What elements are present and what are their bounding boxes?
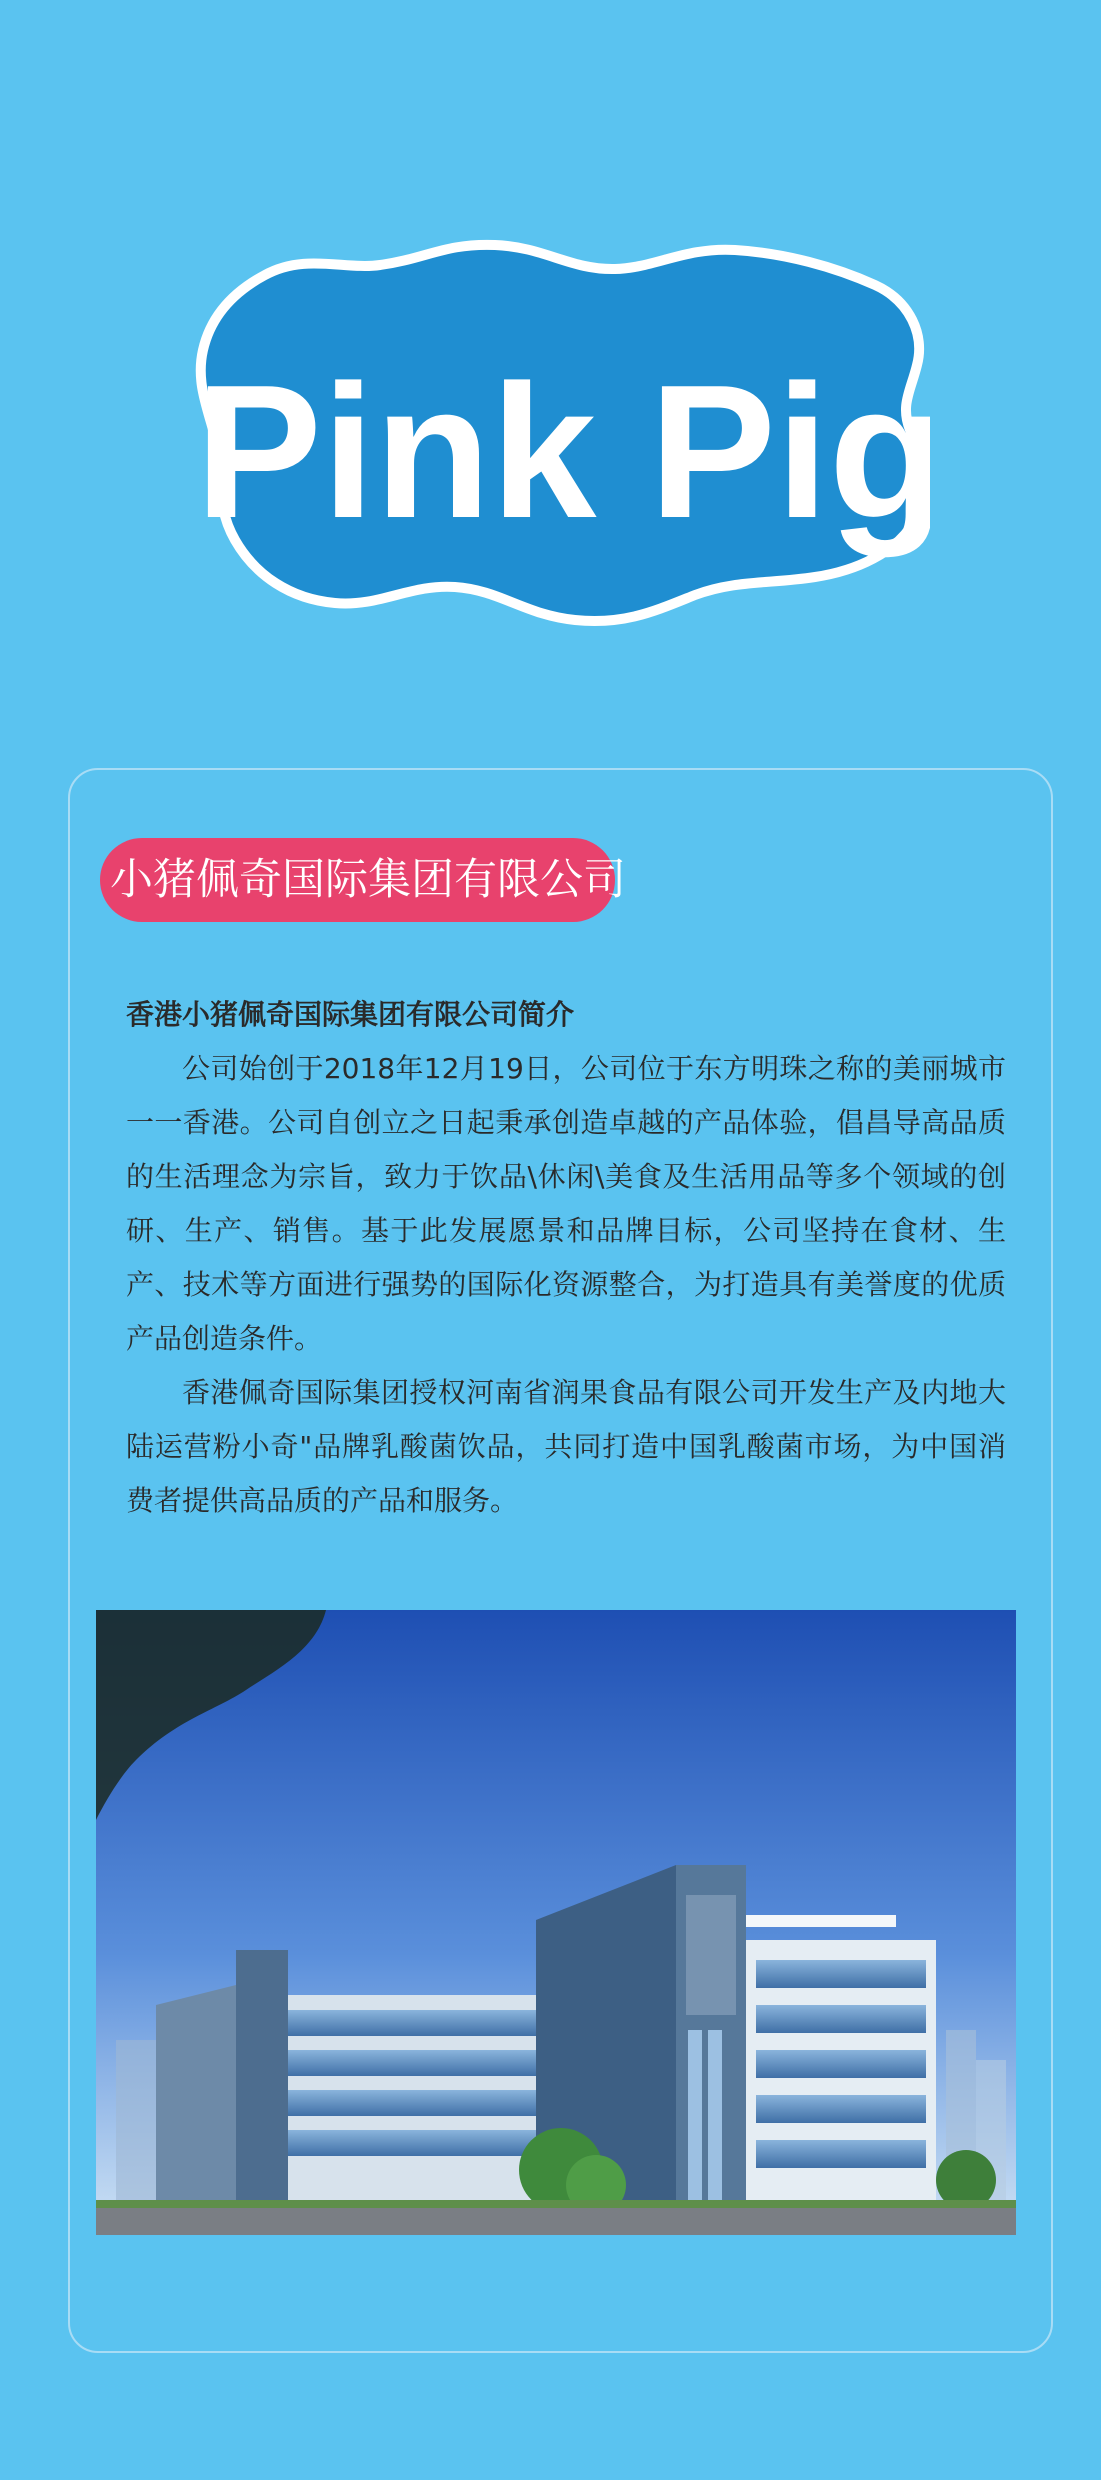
building-illustration [96,1610,1016,2235]
company-name-banner: 小猪佩奇国际集团有限公司 [100,838,615,922]
logo-text: Pink Pig [195,346,930,558]
intro-paragraph-2: 香港佩奇国际集团授权河南省润果食品有限公司开发生产及内地大陆运营粉小奇"品牌乳酸菌饮品，共同打造中国乳酸菌市场，为中国消费者提供高品质的产品和服务。 [126,1376,1006,1517]
intro-paragraph-1: 公司始创于2018年12月19日，公司位于东方明珠之称的美丽城市一一香港。公司自创立之日起秉承创造卓越的产品体验，倡昌导高品质的生活理念为宗旨，致力于饮品\休闲\美食及生活用品等多个领域的创研、生产、销售。基于此发展愿景和品牌目标，公司坚持在食材、生产、技术等方面进行强势的国际化资源整合，为打造具有美誉度的优质产品创造条件。 [126,1052,1006,1355]
intro-heading: 香港小猪佩奇国际集团有限公司简介 [126,998,575,1031]
pink-pig-logo [195,235,930,630]
intro-section [126,988,1006,1528]
company-building-photo [96,1610,1016,2235]
logo-graphic [195,235,930,630]
